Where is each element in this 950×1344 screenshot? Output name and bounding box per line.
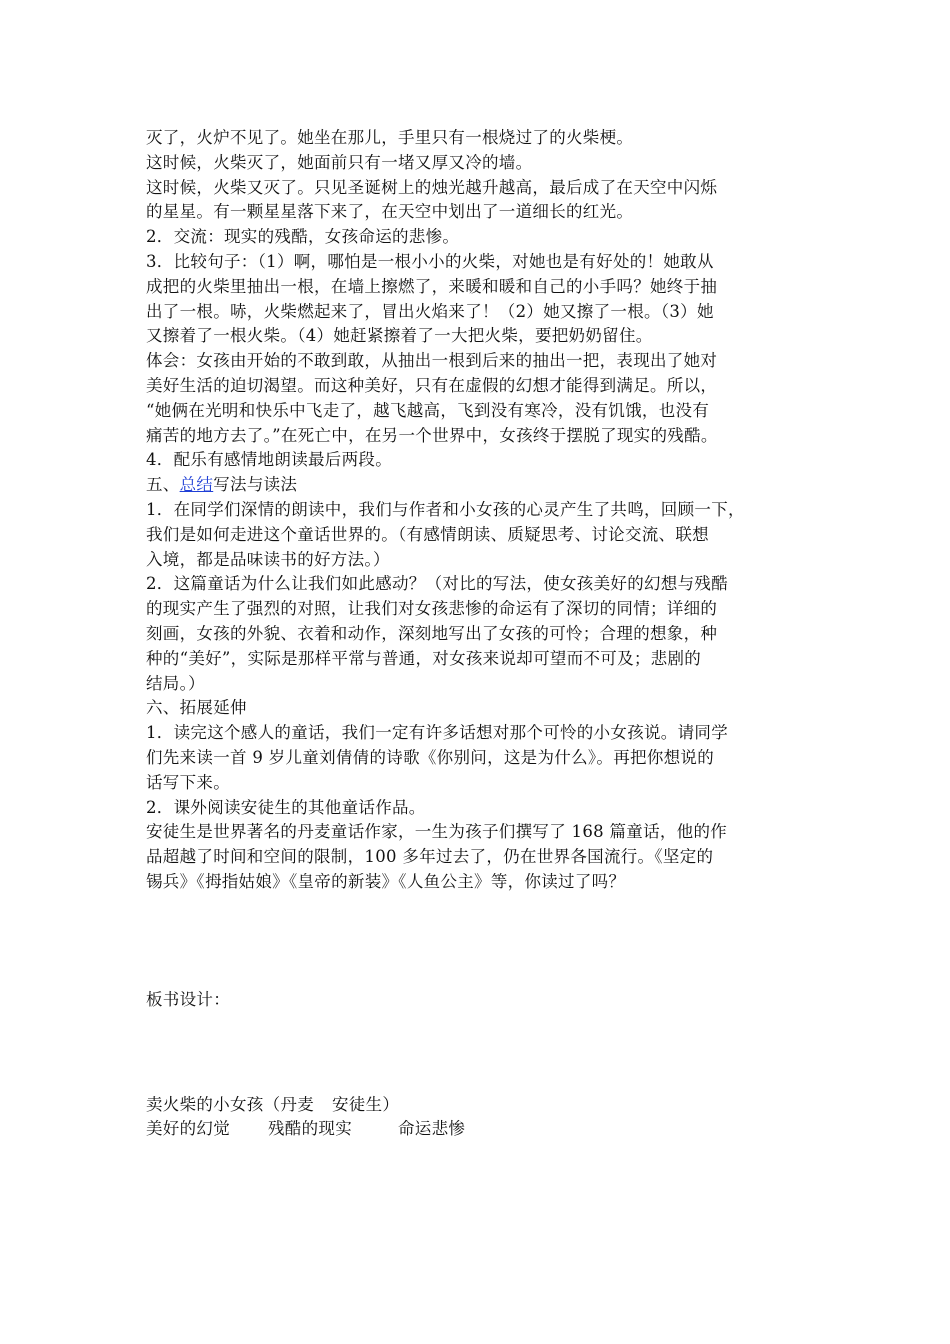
paragraph-line: 2．课外阅读安徒生的其他童话作品。 [146,797,426,817]
paragraph-line: 美好生活的迫切渴望。而这种美好，只有在虚假的幻想才能得到满足。所以， [146,375,718,395]
paragraph-line: 话写下来。 [146,772,230,792]
board-title [146,1093,816,1118]
paragraph-line: 的星星。有一颗星星落下来了，在天空中划出了一道细长的红光。 [146,202,634,222]
paragraph-line: 体会：女孩由开始的不敢到敢，从抽出一根到后来的抽出一把，表现出了她对 [146,351,718,371]
paragraph-line: 1．读完这个感人的童话，我们一定有许多话想对那个可怜的小女孩说。请同学 [146,723,728,743]
paragraph-line: 的现实产生了强烈的对照，让我们对女孩悲惨的命运有了深切的同情；详细的 [146,599,718,619]
paragraph-line: 刻画，女孩的外貌、衣着和动作，深刻地写出了女孩的可怜；合理的想象，种 [146,623,718,643]
board-items [146,1117,816,1142]
paragraph-line: 我们是如何走进这个童话世界的。（有感情朗读、质疑思考、讨论交流、联想 [146,524,709,544]
board-title-author: 安徒生） [332,1094,400,1114]
board-title-main: 卖火柴的小女孩（丹麦 [146,1094,314,1114]
paragraph-line: 们先来读一首 9 岁儿童刘倩倩的诗歌《你别问，这是为什么》。再把你想说的 [146,747,715,767]
blank-space [146,1013,816,1093]
paragraph-line: 入境，都是品味读书的好方法。） [146,549,390,569]
section-title-rest: 写法与读法 [213,475,298,495]
paragraph-line: 2．交流：现实的残酷，女孩命运的悲惨。 [146,227,460,247]
paragraph-line: 种的“美好”，实际是那样平常与普通，对女孩来说却可望而不可及；悲剧的 [146,648,702,668]
paragraph-line: 锡兵》《拇指姑娘》《皇帝的新装》《人鱼公主》等，你读过了吗？ [146,871,626,891]
board-item-reality: 残酷的现实 [268,1119,352,1139]
document-body [146,126,816,1142]
paragraph-line: 结局。） [146,673,205,693]
paragraph-line: 出了一根。哧，火柴燃起来了，冒出火焰来了！（2）她又擦了一根。（3）她 [146,301,714,321]
board-item-fate: 命运悲惨 [398,1119,466,1139]
paragraph-line: 这时候，火柴又灭了。只见圣诞树上的烛光越升越高，最后成了在天空中闪烁 [146,177,718,197]
board-design-heading: 板书设计： [146,989,230,1009]
section-heading-extension: 六、拓展延伸 [146,698,247,718]
paragraph-line: 2．这篇童话为什么让我们如此感动？（对比的写法，使女孩美好的幻想与残酷 [146,574,728,594]
paragraph-line: 灭了，火炉不见了。她坐在那儿，手里只有一根烧过了的火柴梗。 [146,128,634,147]
paragraph-line: 品超越了时间和空间的限制，100 多年过去了，仍在世界各国流行。《坚定的 [146,847,714,867]
paragraph-line: 4．配乐有感情地朗读最后两段。 [146,450,392,470]
paragraph-line: 又擦着了一根火柴。（4）她赶紧擦着了一大把火柴，要把奶奶留住。 [146,326,653,346]
paragraph-line: 痛苦的地方去了。”在死亡中，在另一个世界中，女孩终于摆脱了现实的残酷。 [146,425,718,445]
paragraph-line: 3．比较句子：（1）啊，哪怕是一根小小的火柴，对她也是有好处的！她敢从 [146,251,714,271]
section-number: 五、 [146,475,180,495]
paragraph-line: 成把的火柴里抽出一根，在墙上擦燃了，来暖和暖和自己的小手吗？她终于抽 [146,276,718,296]
paragraph-line: “她俩在光明和快乐中飞走了，越飞越高，飞到没有寒冷，没有饥饿，也没有 [146,400,710,420]
section-heading-summary [146,473,816,498]
board-item-illusion: 美好的幻觉 [146,1119,230,1139]
blank-space [146,895,816,988]
paragraph-line: 这时候，火柴灭了，她面前只有一堵又厚又冷的墙。 [146,152,533,172]
summary-link[interactable]: 总结 [179,475,214,495]
paragraph-line: 安徒生是世界著名的丹麦童话作家，一生为孩子们撰写了 168 篇童话，他的作 [146,822,728,842]
paragraph-line: 1．在同学们深情的朗读中，我们与作者和小女孩的心灵产生了共鸣，回顾一下， [146,499,745,519]
